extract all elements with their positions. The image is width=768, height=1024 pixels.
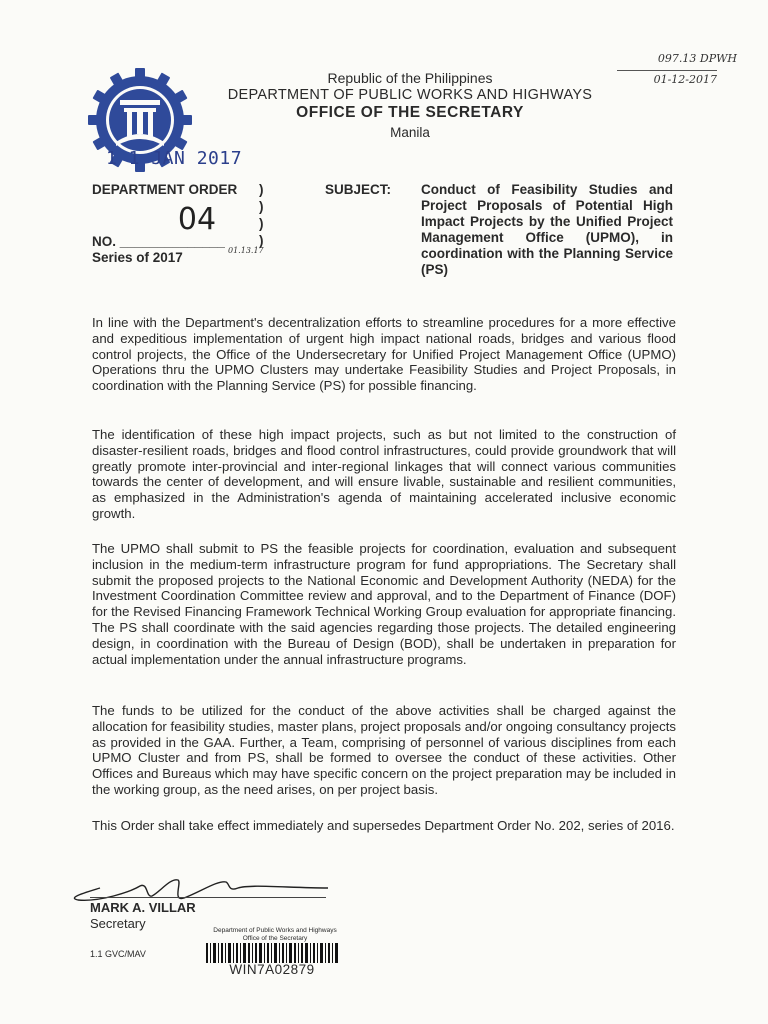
- stamp-department: Department of Public Works and Highways: [213, 927, 337, 934]
- paragraph: This Order shall take effect immediately and supersedes Department Order No. 202, series of 2016.: [92, 818, 675, 833]
- header-department: DEPARTMENT OF PUBLIC WORKS AND HIGHWAYS: [227, 87, 593, 103]
- subject-text: Conduct of Feasibility Studies and Project Proposals of Potential High Impact Projects by the Unified Project Management Office (UPMO), in coordination with the Planning Service (PS): [421, 182, 673, 277]
- paragraph: In line with the Department's decentralization efforts to streamline procedures for a more effective and expeditious implementation of urgent high impact national roads, bridges and various flood control projects, the Office of the Undersecretary for Unified Project Management Office (UPMO) Operations thru the UPMO Clusters may undertake Feasibility Studies and Project Proposals, in coordination with the Planning Service (PS) for possible financing.: [92, 315, 676, 394]
- signatory-title: Secretary: [90, 916, 146, 931]
- paragraph: The identification of these high impact projects, such as but not limited to the construction of disaster-resilient roads, bridges and flood control infrastructures, could provide groundwork that will greatly promote inter-provincial and inter-regional linkages that will connect various communities towards the center of development, and will ensure livable, sustainable and resilient communities, as emphasized in the Administration's agenda of maintaining accelerated inclusive economic growth.: [92, 427, 676, 521]
- header-office: OFFICE OF THE SECRETARY: [296, 104, 524, 121]
- paren: ): [259, 199, 264, 214]
- subject-label: SUBJECT:: [325, 182, 392, 197]
- order-number: 04: [177, 202, 217, 237]
- receiving-date: 01-12-2017: [617, 70, 717, 86]
- header-republic: Republic of the Philippines: [327, 70, 493, 86]
- reference-code: 1.1 GVC/MAV: [90, 949, 146, 959]
- stamp-office: Office of the Secretary: [242, 935, 308, 942]
- paren: ): [259, 233, 264, 248]
- paren: ): [259, 182, 264, 197]
- paragraph: The UPMO shall submit to PS the feasible projects for coordination, evaluation and subsequent inclusion in the medium-term infrastructure program for fund appropriations. The Secretary shall submit the proposed projects to the National Economic and Development Authority (NEDA) for the Investment Coordination Committee review and approval, and to the Department of Finance (DOF) for the Revised Financing Framework Technical Working Group evaluation for appropriate financing. The PS shall coordinate with the said agencies regarding those projects. The detailed engineering design, in coordination with the Bureau of Design (BOD), shall be undertaken in preparation for actual implementation under the annual infrastructure programs.: [92, 541, 676, 667]
- signature-line: [90, 897, 326, 898]
- series-handwritten-note: 01.13.17: [228, 246, 264, 255]
- paren: ): [259, 216, 264, 231]
- barcode: [206, 943, 338, 963]
- order-series: Series of 2017: [92, 250, 183, 265]
- paragraph: The funds to be utilized for the conduct of the above activities shall be charged against the allocation for feasibility studies, master plans, project proposals and/or ongoing consultancy projects as provided in the GAA. Further, a Team, comprising of personnel of various disciplines from each UPMO Cluster and from PS, shall be formed to oversee the conduct of these activities. Other Offices and Bureaus which may have specific concern on the project preparation may be included in the working group, as the need arises, on per project basis.: [92, 703, 676, 797]
- receiving-number: 097.13 DPWH: [657, 52, 737, 65]
- header-city: Manila: [390, 125, 430, 140]
- barcode-number: WIN7A02879: [229, 962, 315, 977]
- date-stamp: 1 1 JAN 2017: [106, 148, 243, 169]
- order-title: DEPARTMENT ORDER: [92, 182, 238, 197]
- order-no-label: NO. ______________: [92, 234, 225, 249]
- signatory-name: MARK A. VILLAR: [90, 900, 196, 915]
